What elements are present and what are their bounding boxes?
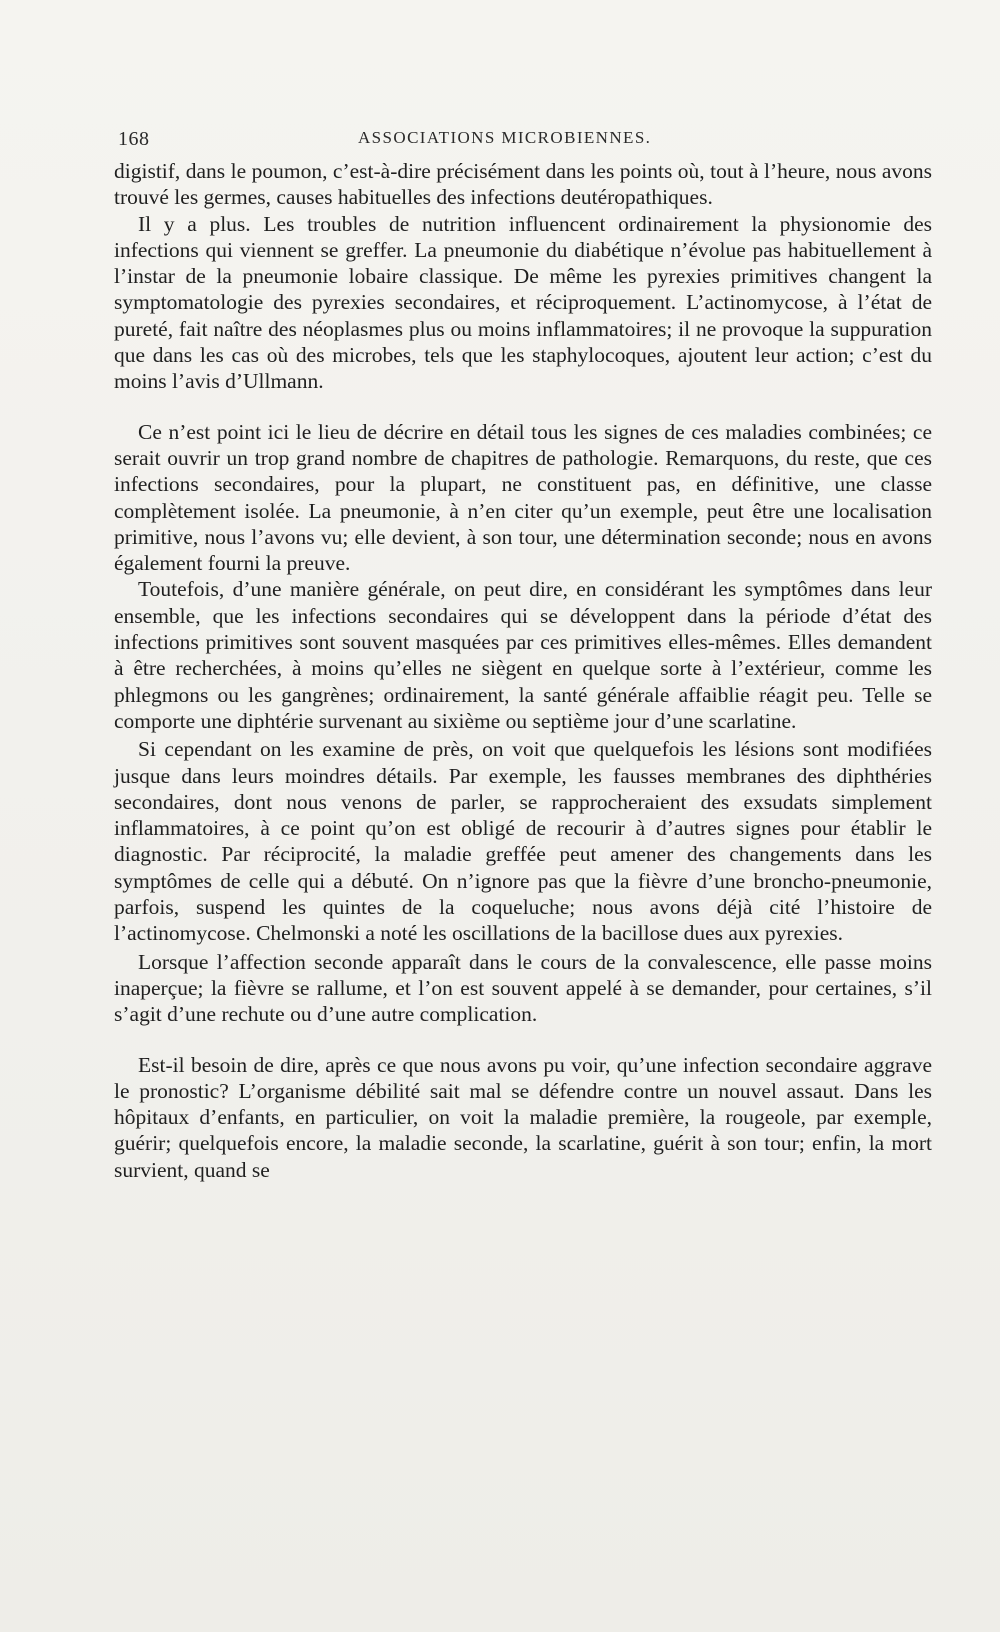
paragraph: Toutefois, d’une manière générale, on peut dire, en considérant les symptômes dans leur ensemble, que les infections secondaires qui se développent dans la période d’état des infections primitives sont souvent masquées par ces primitives elles-mêmes. Elles demandent à être recherchées, à moins qu’elles ne siègent en quelque sorte à l’extérieur, comme les phlegmons ou les gangrènes; ordinairement, la santé générale affaiblie réagit peu. Telle se comporte une diphtérie survenant au sixième ou septième jour d’une scarlatine. [114, 577, 932, 733]
paragraph: Il y a plus. Les troubles de nutrition influencent ordinairement la physionomie des infections qui viennent se greffer. La pneumonie du diabétique n’évolue pas habituellement à l’instar de la pneumonie lobaire classique. De même les pyrexies primitives changent la symptomatologie des pyrexies secondaires, et réciproquement. L’actinomycose, à l’état de pureté, fait naître des néoplasmes plus ou moins inflammatoires; il ne provoque la suppuration que dans les cas où des microbes, tels que les staphylocoques, ajoutent leur action; c’est du moins l’avis d’Ullmann. [114, 211, 932, 394]
paragraph: Ce n’est point ici le lieu de décrire en détail tous les signes de ces maladies combinées; ce serait ouvrir un trop grand nombre de chapitres de pathologie. Remarquons, du reste, que ces infections secondaires, pour la plupart, ne constituent pas, en définitive, une classe complètement isolée. La pneumonie, à n’en citer qu’un exemple, peut être une localisation primitive, nous l’avons vu; elle devient, à son tour, une détermination seconde; nous en avons également fourni la preuve. [114, 419, 932, 576]
page-number: 168 [118, 128, 150, 150]
running-head: ASSOCIATIONS MICROBIENNES. [358, 128, 652, 147]
paragraph: Est-il besoin de dire, après ce que nous avons pu voir, qu’une infection secondaire aggrave le pronostic? L’organisme débilité sait mal se défendre contre un nouvel assaut. Dans les hôpitaux d’enfants, en particulier, on voit la maladie première, la rougeole, par exemple, guérir; quelquefois encore, la maladie seconde, la scarlatine, guérit à son tour; enfin, la mort survient, quand se [114, 1052, 932, 1182]
paragraph: digistif, dans le poumon, c’est-à-dire précisément dans les points où, tout à l’heure, nous avons trouvé les germes, causes habituelles des infections deutéropathiques. [114, 159, 932, 210]
paragraph: Lorsque l’affection seconde apparaît dans le cours de la convalescence, elle passe moins inaperçue; la fièvre se rallume, et l’on est souvent appelé à se demander, pour certaines, s’il s’agit d’une rechute ou d’une autre complication. [114, 949, 932, 1027]
paragraph: Si cependant on les examine de près, on voit que quelquefois les lésions sont modifiées jusque dans leurs moindres détails. Par exemple, les fausses membranes des diphthéries secondaires, dont nous venons de parler, se rapprocheraient des exsudats simplement inflammatoires, à ce point qu’on est obligé de recourir à d’autres signes pour établir le diagnostic. Par réciprocité, la maladie greffée peut amener des changements dans les symptômes de celle qui a débuté. On n’ignore pas que la fièvre d’une broncho-pneumonie, parfois, suspend les quintes de la coqueluche; nous avons déjà cité l’histoire de l’actinomycose. Chelmonski a noté les oscillations de la bacillose dues aux pyrexies. [114, 737, 932, 946]
body-text [114, 158, 932, 1183]
page-header [118, 128, 918, 156]
